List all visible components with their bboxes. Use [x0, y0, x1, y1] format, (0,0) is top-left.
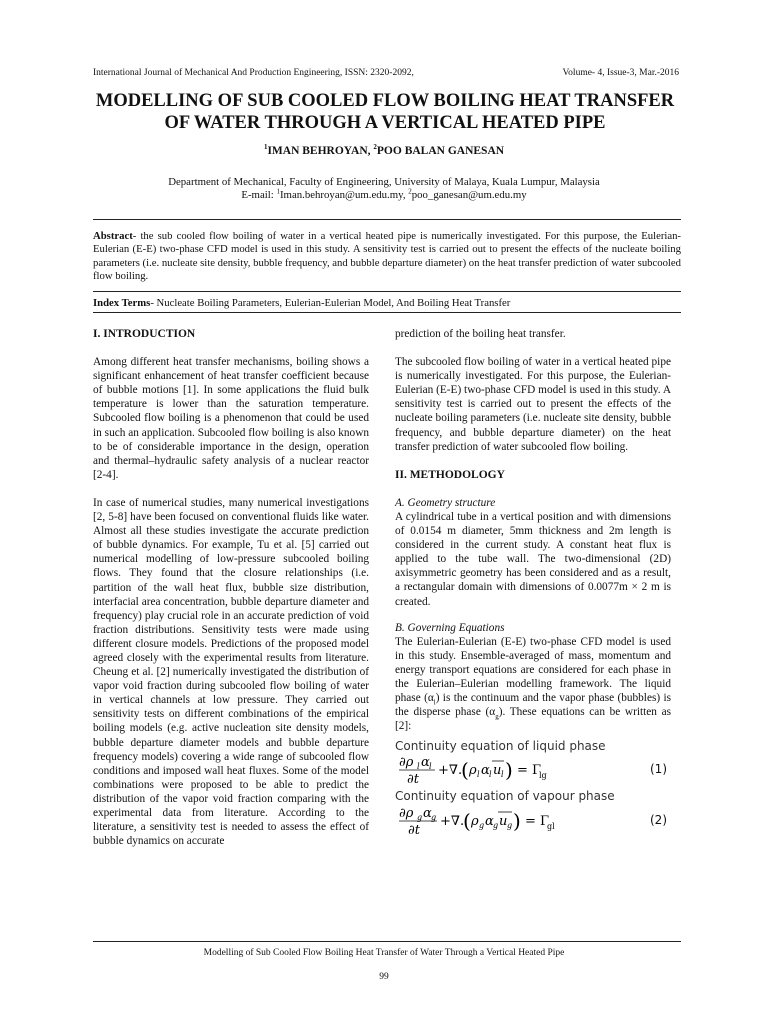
alpha-g-subscript: g	[495, 712, 499, 721]
equation-2-number: (2)	[650, 812, 667, 827]
svg-text:g: g	[493, 820, 499, 830]
author2-marker: 2	[373, 143, 377, 152]
abstract-label: Abstract	[93, 230, 133, 242]
governing-paragraph	[395, 635, 671, 734]
svg-text:l: l	[429, 762, 432, 772]
subsection-governing-heading: B. Governing Equations	[395, 621, 505, 634]
intro-paragraph-continued: prediction of the boiling heat transfer.	[395, 328, 566, 340]
email-prefix: E-mail:	[241, 189, 277, 201]
governing-text-a: The Eulerian-Eulerian (E-E) two-phase CFD model is used in this study. Ensemble-averaged of mass, momentum and energy transport equations are considered for each phase in the Eulerian–Eulerian modelling framework. The liquid phase (α	[395, 635, 671, 705]
section-introduction-heading: I. INTRODUCTION	[93, 328, 196, 340]
rule-mid-2	[93, 312, 681, 313]
svg-text:l: l	[489, 770, 492, 780]
svg-text:g: g	[479, 820, 485, 830]
authors	[0, 145, 768, 157]
svg-text:): )	[505, 758, 513, 783]
email1[interactable]: Iman.behroyan@um.edu.my,	[279, 189, 409, 201]
svg-text:l: l	[477, 770, 480, 780]
svg-text:α: α	[421, 755, 430, 771]
left-column	[93, 327, 369, 862]
svg-text:∂t: ∂t	[408, 822, 420, 838]
equation-2-label: Continuity equation of vapour phase	[395, 789, 615, 804]
index-terms-text: - Nucleate Boiling Parameters, Eulerian-Eulerian Model, And Boiling Heat Transfer	[150, 297, 511, 309]
equation-2	[395, 804, 671, 838]
equation-1-rhs-subscript: lg	[539, 771, 547, 781]
governing-text-b: ) is the continuum and the vapor phase (bubbles) is the disperse phase (α	[395, 692, 671, 719]
svg-text:∂ρ: ∂ρ	[399, 755, 414, 771]
department: Department of Mechanical, Faculty of Engineering, University of Malaya, Kuala Lumpur, Malaysia	[168, 176, 600, 188]
svg-text:(: (	[461, 758, 469, 783]
intro-paragraph-2: In case of numerical studies, many numerical investigations [2, 5-8] have been focused on conventional fluids like water. Almost all these studies investigate the accurate prediction of bubble dynamics. For example, Tu et al. [5] carried out numerical modelling of low-pressure subcooled boiling flows. They found that the closure relationships (i.e. partition of the wall heat flux, bubble size distribution, interfacial area concentration, bubble departure diameter and frequency) play crucial role in an accurate prediction of void fraction distributions. Sensitivity tests were made using different closure models. Predictions of the proposed model agreed closely with the experimental results from literature. Cheung et al. [2] numerically investigated the distribution of vapor void fraction during subcooled flow boiling of water in vertical channels at low pressure. They carried out sensitivity tests on different combinations of the empirical boiling models (e.g. active nucleation site density models, bubble departure diameter models and bubble departure frequency models) covering a wide range of subcooled flow conditions and imposed wall heat fluxes. Some of the model combinations were proposed to be able to predict the distribution of the vapor void fraction comparing with the experimental data from literature. According to the literature, a sensitivity test is needed to assess the effect of bubble dynamics on accurate	[93, 496, 369, 848]
affiliation	[0, 176, 768, 202]
paper-title	[60, 90, 710, 134]
svg-text:(: (	[463, 808, 471, 833]
svg-text:l: l	[417, 762, 420, 772]
section-methodology-heading: II. METHODOLOGY	[395, 468, 505, 481]
index-terms	[93, 297, 681, 309]
equation-2-rhs-subscript: gl	[547, 821, 555, 831]
journal-name: International Journal of Mechanical And Production Engineering, ISSN: 2320-2092,	[93, 68, 414, 78]
abstract-text: - the sub cooled flow boiling of water in a vertical heated pipe is numerically investigated. For this purpose, the Eulerian-Eulerian (E-E) two-phase CFD model is used in this study. A sensitivity test is carried out to present the effects of the nucleate boiling parameters (i.e. nucleate site density, bubble frequency, and bubble departure diameter) on the heat transfer prediction of water subcooled flow boiling.	[93, 230, 681, 283]
svg-text:ρ: ρ	[471, 813, 479, 829]
equation-1-formula	[397, 753, 637, 787]
email-line	[0, 189, 768, 202]
email1-marker: 1	[276, 187, 280, 196]
rule-top	[93, 219, 681, 220]
equation-1-label: Continuity equation of liquid phase	[395, 739, 606, 754]
intro-paragraph-1: Among different heat transfer mechanisms, boiling shows a significant enhancement of heat transfer coefficient because of bubble motions [1]. In some applications the fluid bulk temperature is lower than the saturation temperature. Subcooled flow boiling is a phenomenon that could be used in such an application. Subcooled flow boiling is also known to be of considerable importance in the design, operation and thermal–hydraulic safety analysis of a nuclear reactor [2-4].	[93, 356, 369, 481]
svg-text:α: α	[481, 763, 490, 779]
title-line-1: MODELLING OF SUB COOLED FLOW BOILING HEAT TRANSFER	[95, 91, 675, 111]
svg-text:α: α	[423, 805, 432, 821]
svg-text:g: g	[431, 812, 437, 822]
equation-1-number: (1)	[650, 762, 667, 777]
svg-text:+∇.: +∇.	[438, 763, 463, 779]
svg-text:g: g	[507, 820, 513, 830]
author1-name: IMAN BEHROYAN,	[267, 145, 374, 157]
svg-text:= Γ: = Γ	[525, 813, 550, 829]
svg-text:+∇.: +∇.	[440, 813, 465, 829]
governing-text-c: ). These equations can be written as [2]:	[395, 706, 671, 733]
author1-marker: 1	[263, 143, 268, 152]
right-column	[395, 327, 671, 838]
svg-text:∂t: ∂t	[407, 772, 419, 788]
svg-text:u: u	[499, 813, 508, 829]
rule-footer	[93, 941, 681, 942]
rule-mid-1	[93, 291, 681, 292]
svg-text:u: u	[493, 763, 502, 779]
running-footer: Modelling of Sub Cooled Flow Boiling Heat Transfer of Water Through a Vertical Heated Pipe	[203, 948, 565, 958]
page-number: 99	[379, 972, 389, 982]
equation-2-formula	[397, 804, 637, 838]
running-header	[93, 68, 679, 78]
svg-text:l: l	[501, 770, 504, 780]
email2-marker: 2	[408, 187, 412, 196]
geometry-paragraph: A cylindrical tube in a vertical position and with dimensions of 0.0154 m diameter, 5mm thickness and 2m length is considered in the current study. A constant heat flux is applied to the tube wall. The two-dimensional (2D) axisymmetric geometry has been considered and as a result, a rectangular domain with dimensions of 0.0077m × 2 m is created.	[395, 510, 671, 608]
svg-text:): )	[513, 808, 521, 833]
svg-text:g: g	[417, 812, 423, 822]
alpha-l-subscript: l	[433, 698, 436, 707]
svg-text:α: α	[485, 813, 494, 829]
svg-text:∂ρ: ∂ρ	[399, 805, 414, 821]
author2-name: POO BALAN GANESAN	[376, 145, 505, 157]
svg-text:ρ: ρ	[469, 763, 477, 779]
index-terms-label: Index Terms	[93, 297, 151, 309]
email2[interactable]: poo_ganesan@um.edu.my	[411, 189, 527, 201]
svg-text:= Γ: = Γ	[517, 763, 542, 779]
volume-info: Volume- 4, Issue-3, Mar.-2016	[562, 68, 679, 78]
equation-1	[395, 753, 671, 787]
abstract	[93, 230, 681, 284]
title-line-2: OF WATER THROUGH A VERTICAL HEATED PIPE	[164, 113, 606, 133]
intro-paragraph-3: The subcooled flow boiling of water in a vertical heated pipe is numerically investigated. For this purpose, the Eulerian-Eulerian (E-E) two-phase CFD model is used in this study. A sensitivity test is carried out to present the effects of the nucleate boiling parameters (i.e. nucleate site density, bubble frequency, and bubble departure diameter) on the heat transfer prediction of water subcooled flow boiling.	[395, 356, 671, 453]
subsection-geometry-heading: A. Geometry structure	[395, 496, 496, 509]
